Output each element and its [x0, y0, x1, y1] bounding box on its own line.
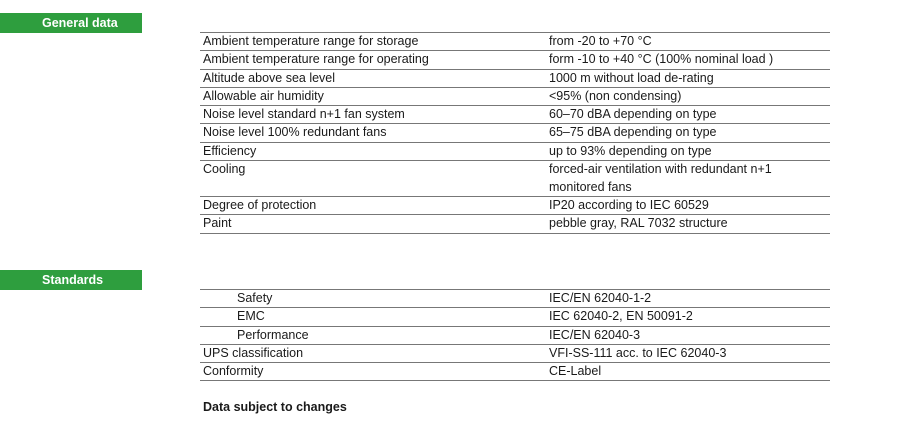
section-header-standards: Standards	[0, 270, 142, 290]
row-label: EMC	[200, 308, 546, 326]
table-row	[200, 69, 830, 87]
row-label: Performance	[200, 326, 546, 344]
table-row	[200, 290, 830, 308]
row-label: Efficiency	[200, 142, 546, 160]
row-value: pebble gray, RAL 7032 structure	[546, 215, 830, 233]
table-row	[200, 87, 830, 105]
table-row	[200, 344, 830, 362]
row-value: 65–75 dBA depending on type	[546, 124, 830, 142]
section-header-general-data: General data	[0, 13, 142, 33]
row-value: CE-Label	[546, 363, 830, 381]
row-value: IP20 according to IEC 60529	[546, 197, 830, 215]
table-row	[200, 142, 830, 160]
table-row	[200, 33, 830, 51]
row-label: Degree of protection	[200, 197, 546, 215]
row-value: VFI-SS-111 acc. to IEC 62040-3	[546, 344, 830, 362]
table-row	[200, 215, 830, 233]
row-label: Conformity	[200, 363, 546, 381]
row-label: Ambient temperature range for operating	[200, 51, 546, 69]
row-label: Noise level standard n+1 fan system	[200, 106, 546, 124]
table-row	[200, 197, 830, 215]
row-value: up to 93% depending on type	[546, 142, 830, 160]
row-label: Paint	[200, 215, 546, 233]
row-value: from -20 to +70 °C	[546, 33, 830, 51]
row-value: 60–70 dBA depending on type	[546, 106, 830, 124]
table-row	[200, 106, 830, 124]
row-value: IEC/EN 62040-1-2	[546, 290, 830, 308]
row-value: IEC 62040-2, EN 50091-2	[546, 308, 830, 326]
row-label: Cooling	[200, 161, 546, 197]
row-label: Altitude above sea level	[200, 69, 546, 87]
row-value: form -10 to +40 °C (100% nominal load )	[546, 51, 830, 69]
row-value: IEC/EN 62040-3	[546, 326, 830, 344]
row-value: 1000 m without load de-rating	[546, 69, 830, 87]
table-row	[200, 161, 830, 197]
row-value: forced-air ventilation with redundant n+1 monitored fans	[546, 161, 830, 197]
table-row	[200, 363, 830, 381]
table-row	[200, 308, 830, 326]
table-row	[200, 51, 830, 69]
standards-table	[200, 289, 830, 381]
general-data-table	[200, 32, 830, 234]
row-label: Ambient temperature range for storage	[200, 33, 546, 51]
row-value: <95% (non condensing)	[546, 87, 830, 105]
footer-note: Data subject to changes	[203, 400, 347, 414]
row-label: Noise level 100% redundant fans	[200, 124, 546, 142]
table-row	[200, 124, 830, 142]
row-label: Safety	[200, 290, 546, 308]
row-label: UPS classification	[200, 344, 546, 362]
row-label: Allowable air humidity	[200, 87, 546, 105]
table-row	[200, 326, 830, 344]
